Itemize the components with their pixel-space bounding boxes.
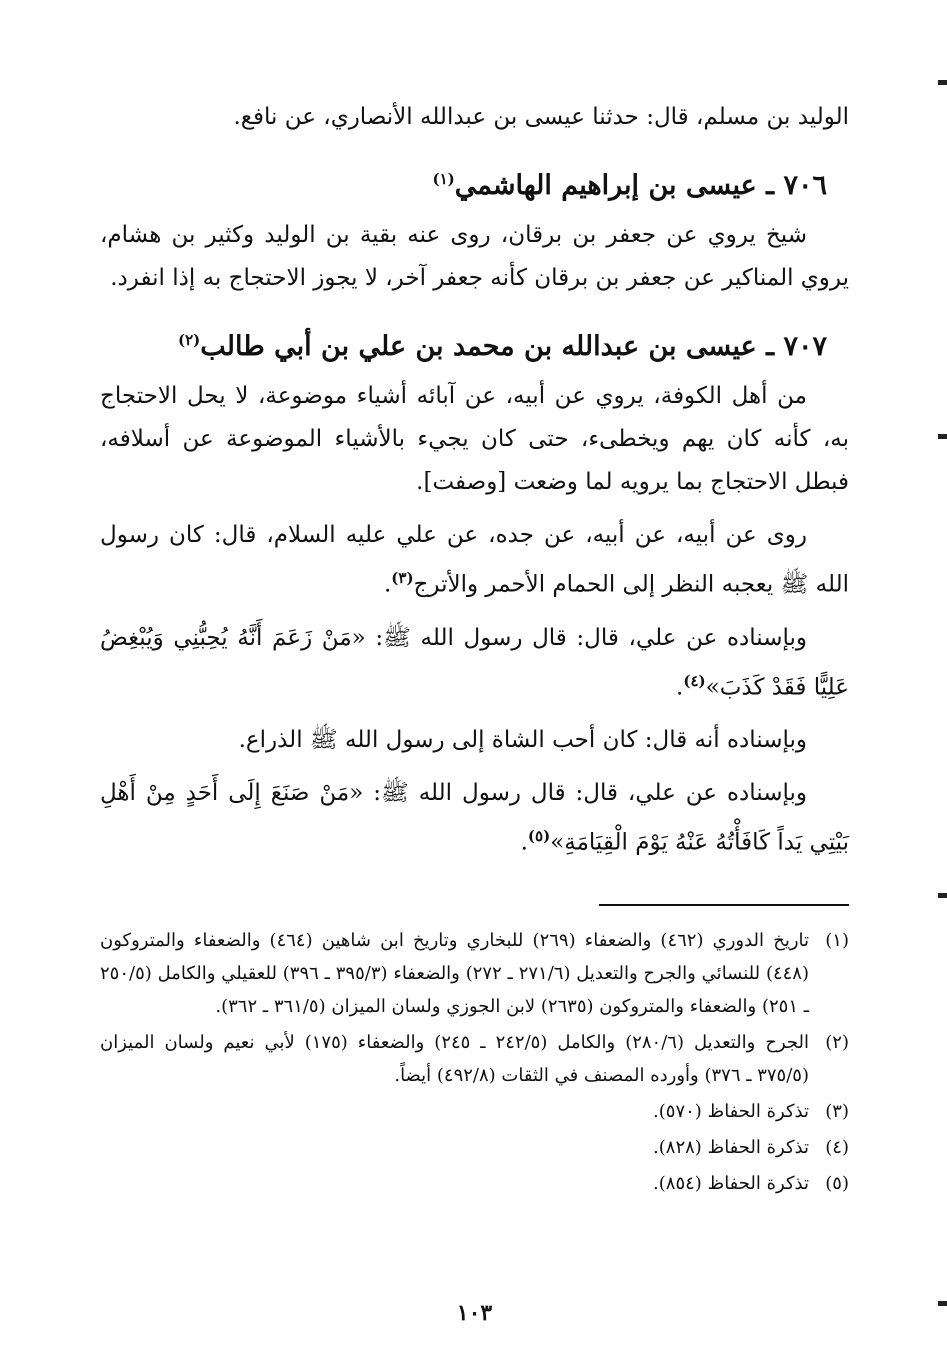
intro-line: الوليد بن مسلم، قال: حدثنا عيسى بن عبدالله الأنصاري، عن نافع. <box>233 104 849 130</box>
entry-707-para-3: وبإسناده عن علي، قال: قال رسول الله ﷺ: «مَنْ زَعَمَ أَنَّهُ يُحِبُّنِي وَيُبْغِضُ عَلِيًّا فَقَدْ كَذَبَ»$^{(٤)}$. <box>100 624 849 701</box>
entry-707-para-5: وبإسناده عن علي، قال: قال رسول الله ﷺ: «مَنْ صَنَعَ إِلَى أَحَدٍ مِنْ أَهْلِ بَيْتِي يَداً كَافَأْتُهُ عَنْهُ يَوْمَ الْقِيَامَةِ»$^{(٥)}$. <box>100 780 849 856</box>
entry-706-title: ٧٠٦ ـ عيسى بن إبراهيم الهاشمي <box>454 170 827 201</box>
entry-706-note-ref: (١) <box>432 170 455 188</box>
footnote-1 <box>100 924 849 1023</box>
footnote-number: (٥) <box>825 1173 849 1194</box>
footnote-number: (١) <box>825 930 849 951</box>
footnote-text: تذكرة الحفاظ (٨٢٨). <box>653 1137 809 1158</box>
footnote-text: تذكرة الحفاظ (٥٧٠). <box>653 1101 809 1122</box>
entry-706-heading <box>100 157 827 208</box>
scan-edge-mark <box>938 1301 947 1306</box>
entry-707-para-1: من أهل الكوفة، يروي عن أبيه، عن آبائه أشياء موضوعة، لا يحل الاحتجاج به، كأنه كان يهم ويخطىء، حتى كان يجيء بالأشياء الموضوعة عن أسلافه، فبطل الاحتجاج بما يرويه لما وضعت [وصفت]. <box>100 383 849 495</box>
footnote-text: تاريخ الدوري (٤٦٢) والضعفاء (٢٦٩) للبخاري وتاريخ ابن شاهين (٤٦٤) والضعفاء والمتروكون (٤٤٨) للنسائي والجرح والتعديل (٢٧١/٦ ـ ٢٧٢) والضعفاء (٣٩٥/٣ ـ ٣٩٦) للعقيلي والكامل (٢٥٠/٥ ـ ٢٥١) والضعفاء والمتروكون (٢٦٣٥) لابن الجوزي ولسان الميزان (٣٦١/٥ ـ ٣٦٢). <box>100 930 810 1017</box>
entry-707-para-2: روى عن أبيه، عن أبيه، عن جده، عن علي عليه السلام، قال: كان رسول الله ﷺ يعجبه النظر إلى الحمام الأحمر والأترج$^{(٣)}$. <box>100 522 849 598</box>
footnote-3 <box>100 1095 849 1128</box>
footnote-text: تذكرة الحفاظ (٨٥٤). <box>653 1173 809 1194</box>
page-number: ١٠٣ <box>456 1300 493 1326</box>
entry-707-para-4: وبإسناده أنه قال: كان أحب الشاة إلى رسول الله ﷺ الذراع. <box>238 727 807 754</box>
footnote-number: (٢) <box>825 1032 849 1053</box>
footnotes <box>100 924 849 1203</box>
entry-707-para-2-text: روى عن أبيه، عن أبيه، عن جده، عن علي عليه السلام، قال: كان رسول الله ﷺ يعجبه النظر إلى الحمام الأحمر والأترج <box>100 522 849 598</box>
entry-707-para-3-text: وبإسناده عن علي، قال: قال رسول الله ﷺ: «مَنْ زَعَمَ أَنَّهُ يُحِبُّنِي وَيُبْغِضُ عَلِيًّا فَقَدْ كَذَبَ» <box>100 624 849 701</box>
entry-707-para-2-ref: (٣) <box>391 569 414 587</box>
footnote-text: الجرح والتعديل (٢٨٠/٦) والكامل (٢٤٢/٥ ـ ٢٤٥) والضعفاء (١٧٥) لأبي نعيم ولسان الميزان (٣٧٥/٥ ـ ٣٧٦) وأورده المصنف في الثقات (٤٩٢/٨) أيضاً. <box>100 1032 809 1086</box>
entry-706-body: شيخ يروي عن جعفر بن برقان، روى عنه بقية بن الوليد وكثير بن هشام، يروي المناكير عن جعفر بن برقان كأنه جعفر آخر، لا يجوز الاحتجاج به إذا انفرد. <box>100 222 849 291</box>
footnote-number: (٤) <box>825 1137 849 1158</box>
footnote-5 <box>100 1167 849 1200</box>
entry-707-title: ٧٠٧ ـ عيسى بن عبدالله بن محمد بن علي بن أبي طالب <box>200 331 827 362</box>
page-body <box>100 96 849 1326</box>
entry-707-heading <box>100 318 827 369</box>
footnote-number: (٣) <box>825 1101 849 1122</box>
scan-edge-mark <box>938 434 947 439</box>
entry-707-para-5-ref: (٥) <box>527 827 551 846</box>
entry-707-para-3-ref: (٤) <box>683 671 706 690</box>
footnote-separator <box>599 904 849 906</box>
footnote-4 <box>100 1131 849 1164</box>
entry-707-note-ref: (٢) <box>178 331 201 349</box>
entry-707-para-5-text: وبإسناده عن علي، قال: قال رسول الله ﷺ: «مَنْ صَنَعَ إِلَى أَحَدٍ مِنْ أَهْلِ بَيْتِي يَداً كَافَأْتُهُ عَنْهُ يَوْمَ الْقِيَامَةِ» <box>100 780 849 856</box>
scan-edge-mark <box>938 80 947 85</box>
footnote-2 <box>100 1026 849 1092</box>
scan-edge-mark <box>938 893 947 898</box>
